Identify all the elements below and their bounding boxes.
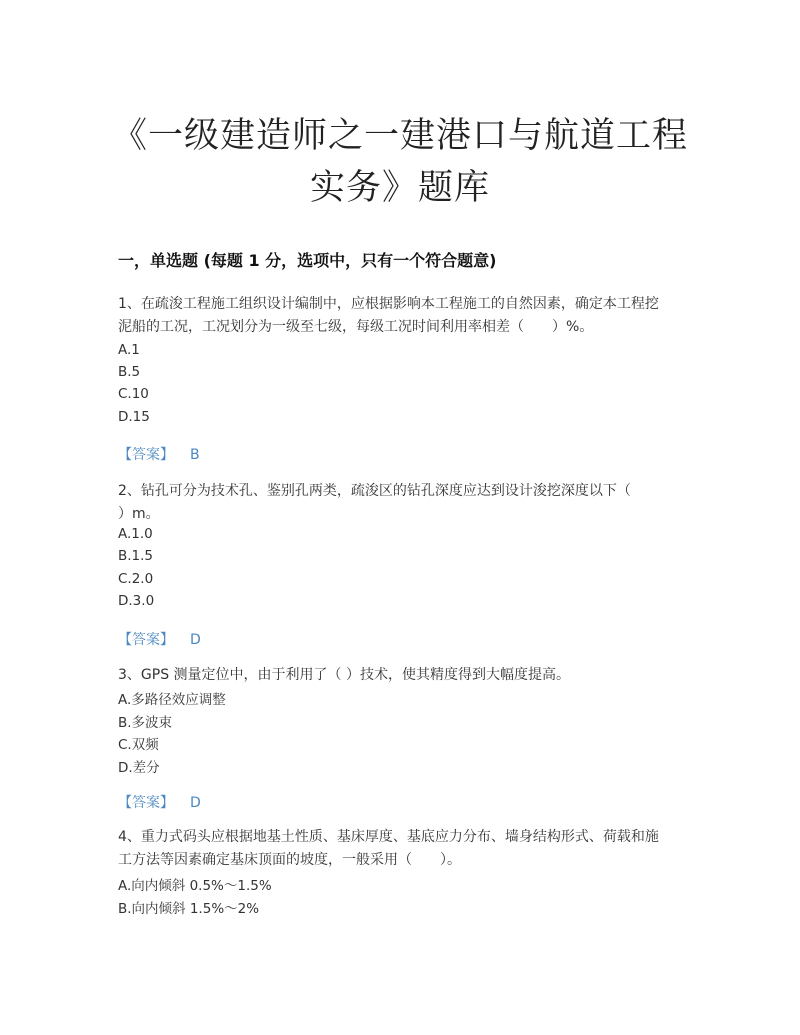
question-1-option-c: C.10 [118,386,149,402]
question-2-answer [118,629,201,649]
question-4-text [118,826,678,872]
question-2-line-1: 2、钻孔可分为技术孔、鉴别孔两类，疏浚区的钻孔深度应达到设计浚挖深度以下（ [118,483,631,499]
question-1-line-2: 泥船的工况，工况划分为一级至七级，每级工况时间利用率相差（ ）%。 [118,319,594,335]
question-1-line-1: 1、在疏浚工程施工组织设计编制中，应根据影响本工程施工的自然因素，确定本工程挖 [118,296,659,312]
question-2-text [118,480,678,526]
question-3-text [118,664,678,687]
question-2-option-d: D.3.0 [118,593,155,609]
question-2-option-b: B.1.5 [118,548,154,564]
question-2-option-a: A.1.0 [118,526,153,542]
question-3-option-c: C.双频 [118,737,159,753]
question-3-option-a: A.多路径效应调整 [118,692,226,708]
section-heading: 一，单选题 (每题 1 分，选项中，只有一个符合题意) [118,251,497,270]
question-1-answer [118,444,200,464]
answer-value: B [190,447,200,463]
question-2-option-c: C.2.0 [118,571,154,587]
question-4-line-2: 工方法等因素确定基床顶面的坡度，一般采用（ ）。 [118,852,461,868]
question-1-option-a: A.1 [118,342,140,358]
question-2-line-2: ）m。 [118,506,160,522]
answer-value: D [190,632,201,648]
question-3-option-d: D.差分 [118,760,160,776]
question-1-text [118,293,678,339]
page-title-line-1: 《一级建造师之一建港口与航道工程 [111,116,688,156]
page-title-line-2: 实务》题库 [309,168,490,208]
answer-label: 【答案】 [118,632,174,648]
question-3-answer [118,792,201,812]
question-3-line-1: 3、GPS 测量定位中，由于利用了（ ）技术，使其精度得到大幅度提高。 [118,667,570,683]
answer-label: 【答案】 [118,795,174,811]
answer-label: 【答案】 [118,447,174,463]
question-4-line-1: 4、重力式码头应根据地基土性质、基床厚度、基底应力分布、墙身结构形式、荷载和施 [118,829,659,845]
question-4-option-b: B.向内倾斜 1.5%～2% [118,901,260,917]
answer-value: D [190,795,201,811]
question-1-option-b: B.5 [118,364,141,380]
question-3-option-b: B.多波束 [118,715,173,731]
question-4-option-a: A.向内倾斜 0.5%～1.5% [118,878,272,894]
question-1-option-d: D.15 [118,409,150,425]
